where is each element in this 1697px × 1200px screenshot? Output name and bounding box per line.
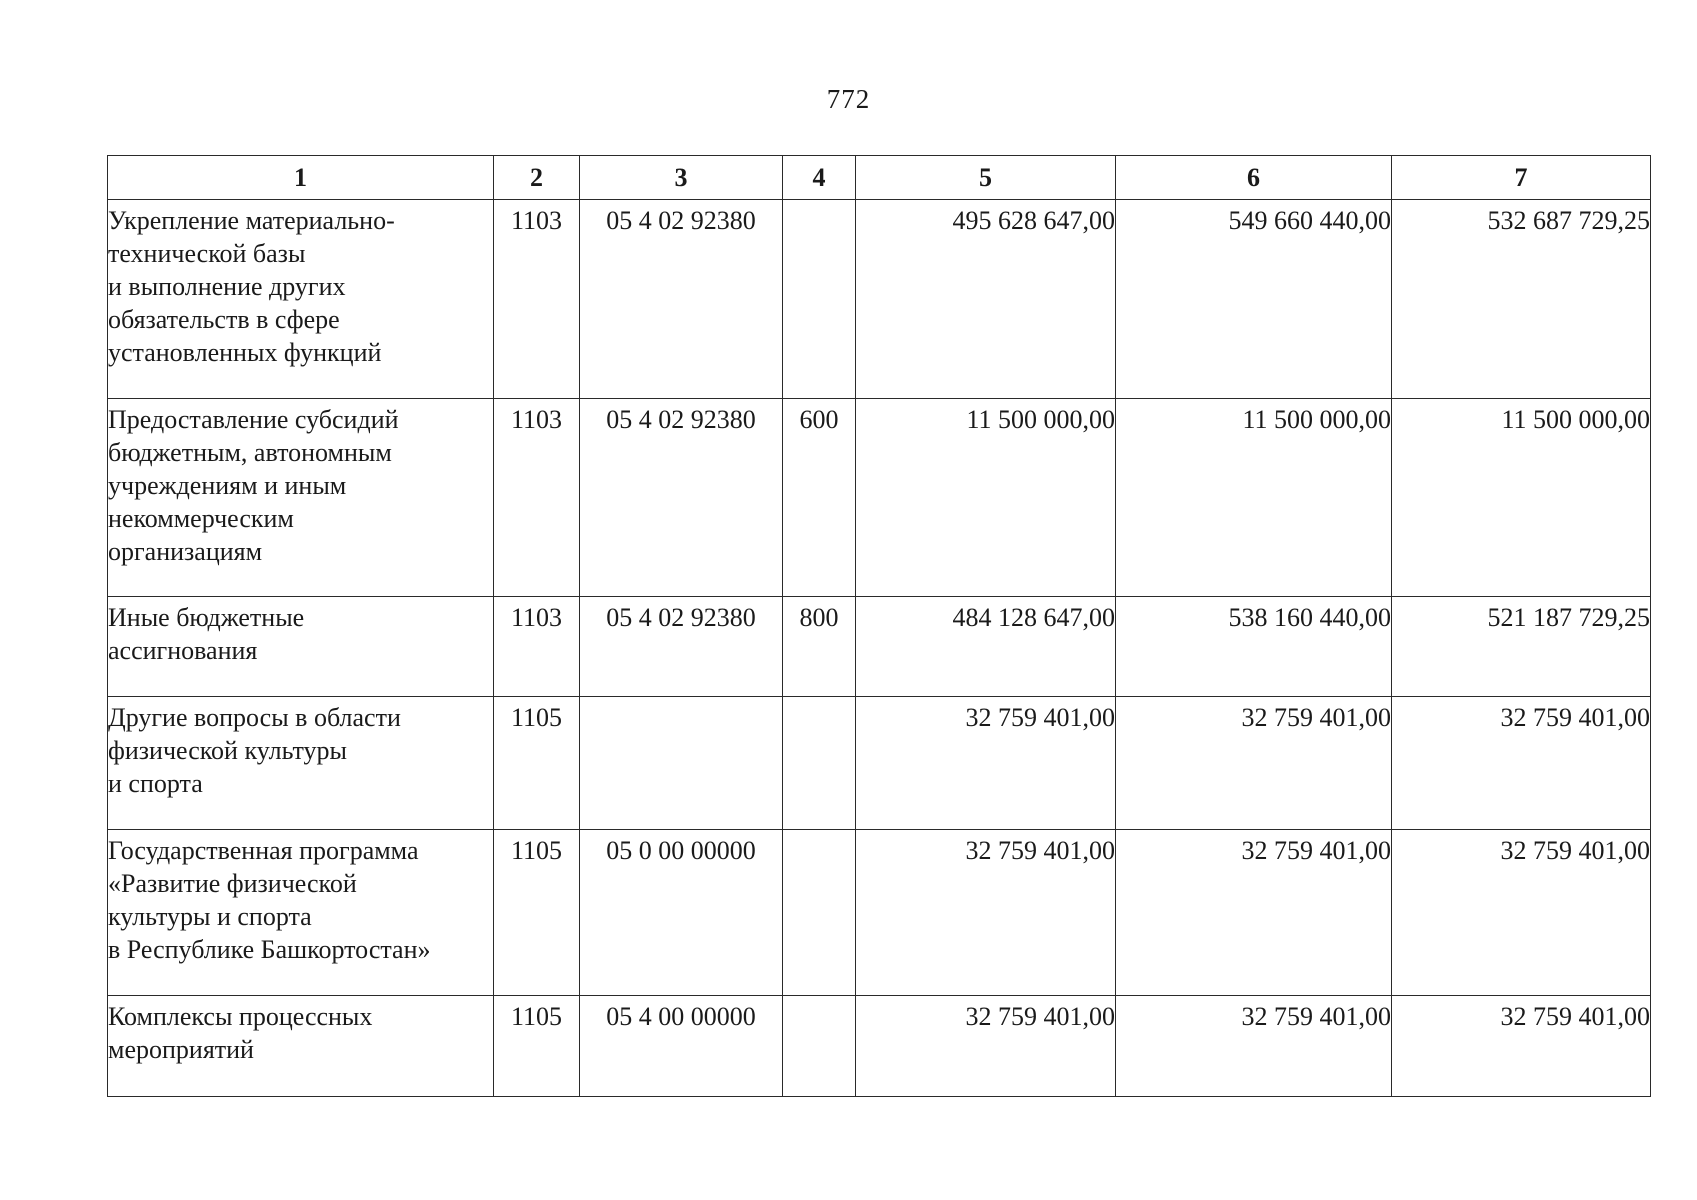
table-row bbox=[108, 597, 1651, 697]
amount-col5: 11 500 000,00 bbox=[856, 399, 1116, 597]
column-header: 5 bbox=[856, 156, 1116, 200]
amount-col5: 32 759 401,00 bbox=[856, 830, 1116, 996]
table-row bbox=[108, 697, 1651, 830]
budget-table bbox=[107, 155, 1651, 1097]
column-header: 2 bbox=[494, 156, 580, 200]
target-code: 05 4 02 92380 bbox=[580, 200, 783, 399]
row-name: Укрепление материально- технической базы и выполнение других обязательств в сфере установленных функций bbox=[108, 200, 494, 399]
amount-col7: 532 687 729,25 bbox=[1392, 200, 1651, 399]
column-header: 1 bbox=[108, 156, 494, 200]
column-header: 4 bbox=[783, 156, 856, 200]
target-code: 05 0 00 00000 bbox=[580, 830, 783, 996]
section-code: 1105 bbox=[494, 996, 580, 1097]
amount-col6: 538 160 440,00 bbox=[1116, 597, 1392, 697]
expense-type bbox=[783, 697, 856, 830]
table-row bbox=[108, 399, 1651, 597]
amount-col6: 32 759 401,00 bbox=[1116, 996, 1392, 1097]
amount-col7: 32 759 401,00 bbox=[1392, 830, 1651, 996]
expense-type bbox=[783, 200, 856, 399]
expense-type: 800 bbox=[783, 597, 856, 697]
target-code bbox=[580, 697, 783, 830]
amount-col5: 495 628 647,00 bbox=[856, 200, 1116, 399]
amount-col5: 32 759 401,00 bbox=[856, 996, 1116, 1097]
amount-col6: 11 500 000,00 bbox=[1116, 399, 1392, 597]
target-code: 05 4 00 00000 bbox=[580, 996, 783, 1097]
target-code: 05 4 02 92380 bbox=[580, 399, 783, 597]
section-code: 1105 bbox=[494, 697, 580, 830]
expense-type bbox=[783, 996, 856, 1097]
amount-col6: 549 660 440,00 bbox=[1116, 200, 1392, 399]
table-header-row bbox=[108, 156, 1651, 200]
table-row bbox=[108, 996, 1651, 1097]
column-header: 7 bbox=[1392, 156, 1651, 200]
row-name: Комплексы процессных мероприятий bbox=[108, 996, 494, 1097]
column-header: 6 bbox=[1116, 156, 1392, 200]
amount-col7: 11 500 000,00 bbox=[1392, 399, 1651, 597]
amount-col7: 521 187 729,25 bbox=[1392, 597, 1651, 697]
row-name: Иные бюджетные ассигнования bbox=[108, 597, 494, 697]
table-row bbox=[108, 200, 1651, 399]
page-number: 772 bbox=[826, 84, 871, 114]
section-code: 1103 bbox=[494, 399, 580, 597]
expense-type: 600 bbox=[783, 399, 856, 597]
target-code: 05 4 02 92380 bbox=[580, 597, 783, 697]
amount-col7: 32 759 401,00 bbox=[1392, 697, 1651, 830]
amount-col5: 484 128 647,00 bbox=[856, 597, 1116, 697]
table-row bbox=[108, 830, 1651, 996]
amount-col7: 32 759 401,00 bbox=[1392, 996, 1651, 1097]
section-code: 1105 bbox=[494, 830, 580, 996]
section-code: 1103 bbox=[494, 597, 580, 697]
row-name: Другие вопросы в области физической культуры и спорта bbox=[108, 697, 494, 830]
expense-type bbox=[783, 830, 856, 996]
amount-col5: 32 759 401,00 bbox=[856, 697, 1116, 830]
amount-col6: 32 759 401,00 bbox=[1116, 830, 1392, 996]
row-name: Предоставление субсидий бюджетным, автономным учреждениям и иным некоммерческим организациям bbox=[108, 399, 494, 597]
column-header: 3 bbox=[580, 156, 783, 200]
row-name: Государственная программа «Развитие физической культуры и спорта в Республике Башкортостан» bbox=[108, 830, 494, 996]
section-code: 1103 bbox=[494, 200, 580, 399]
amount-col6: 32 759 401,00 bbox=[1116, 697, 1392, 830]
